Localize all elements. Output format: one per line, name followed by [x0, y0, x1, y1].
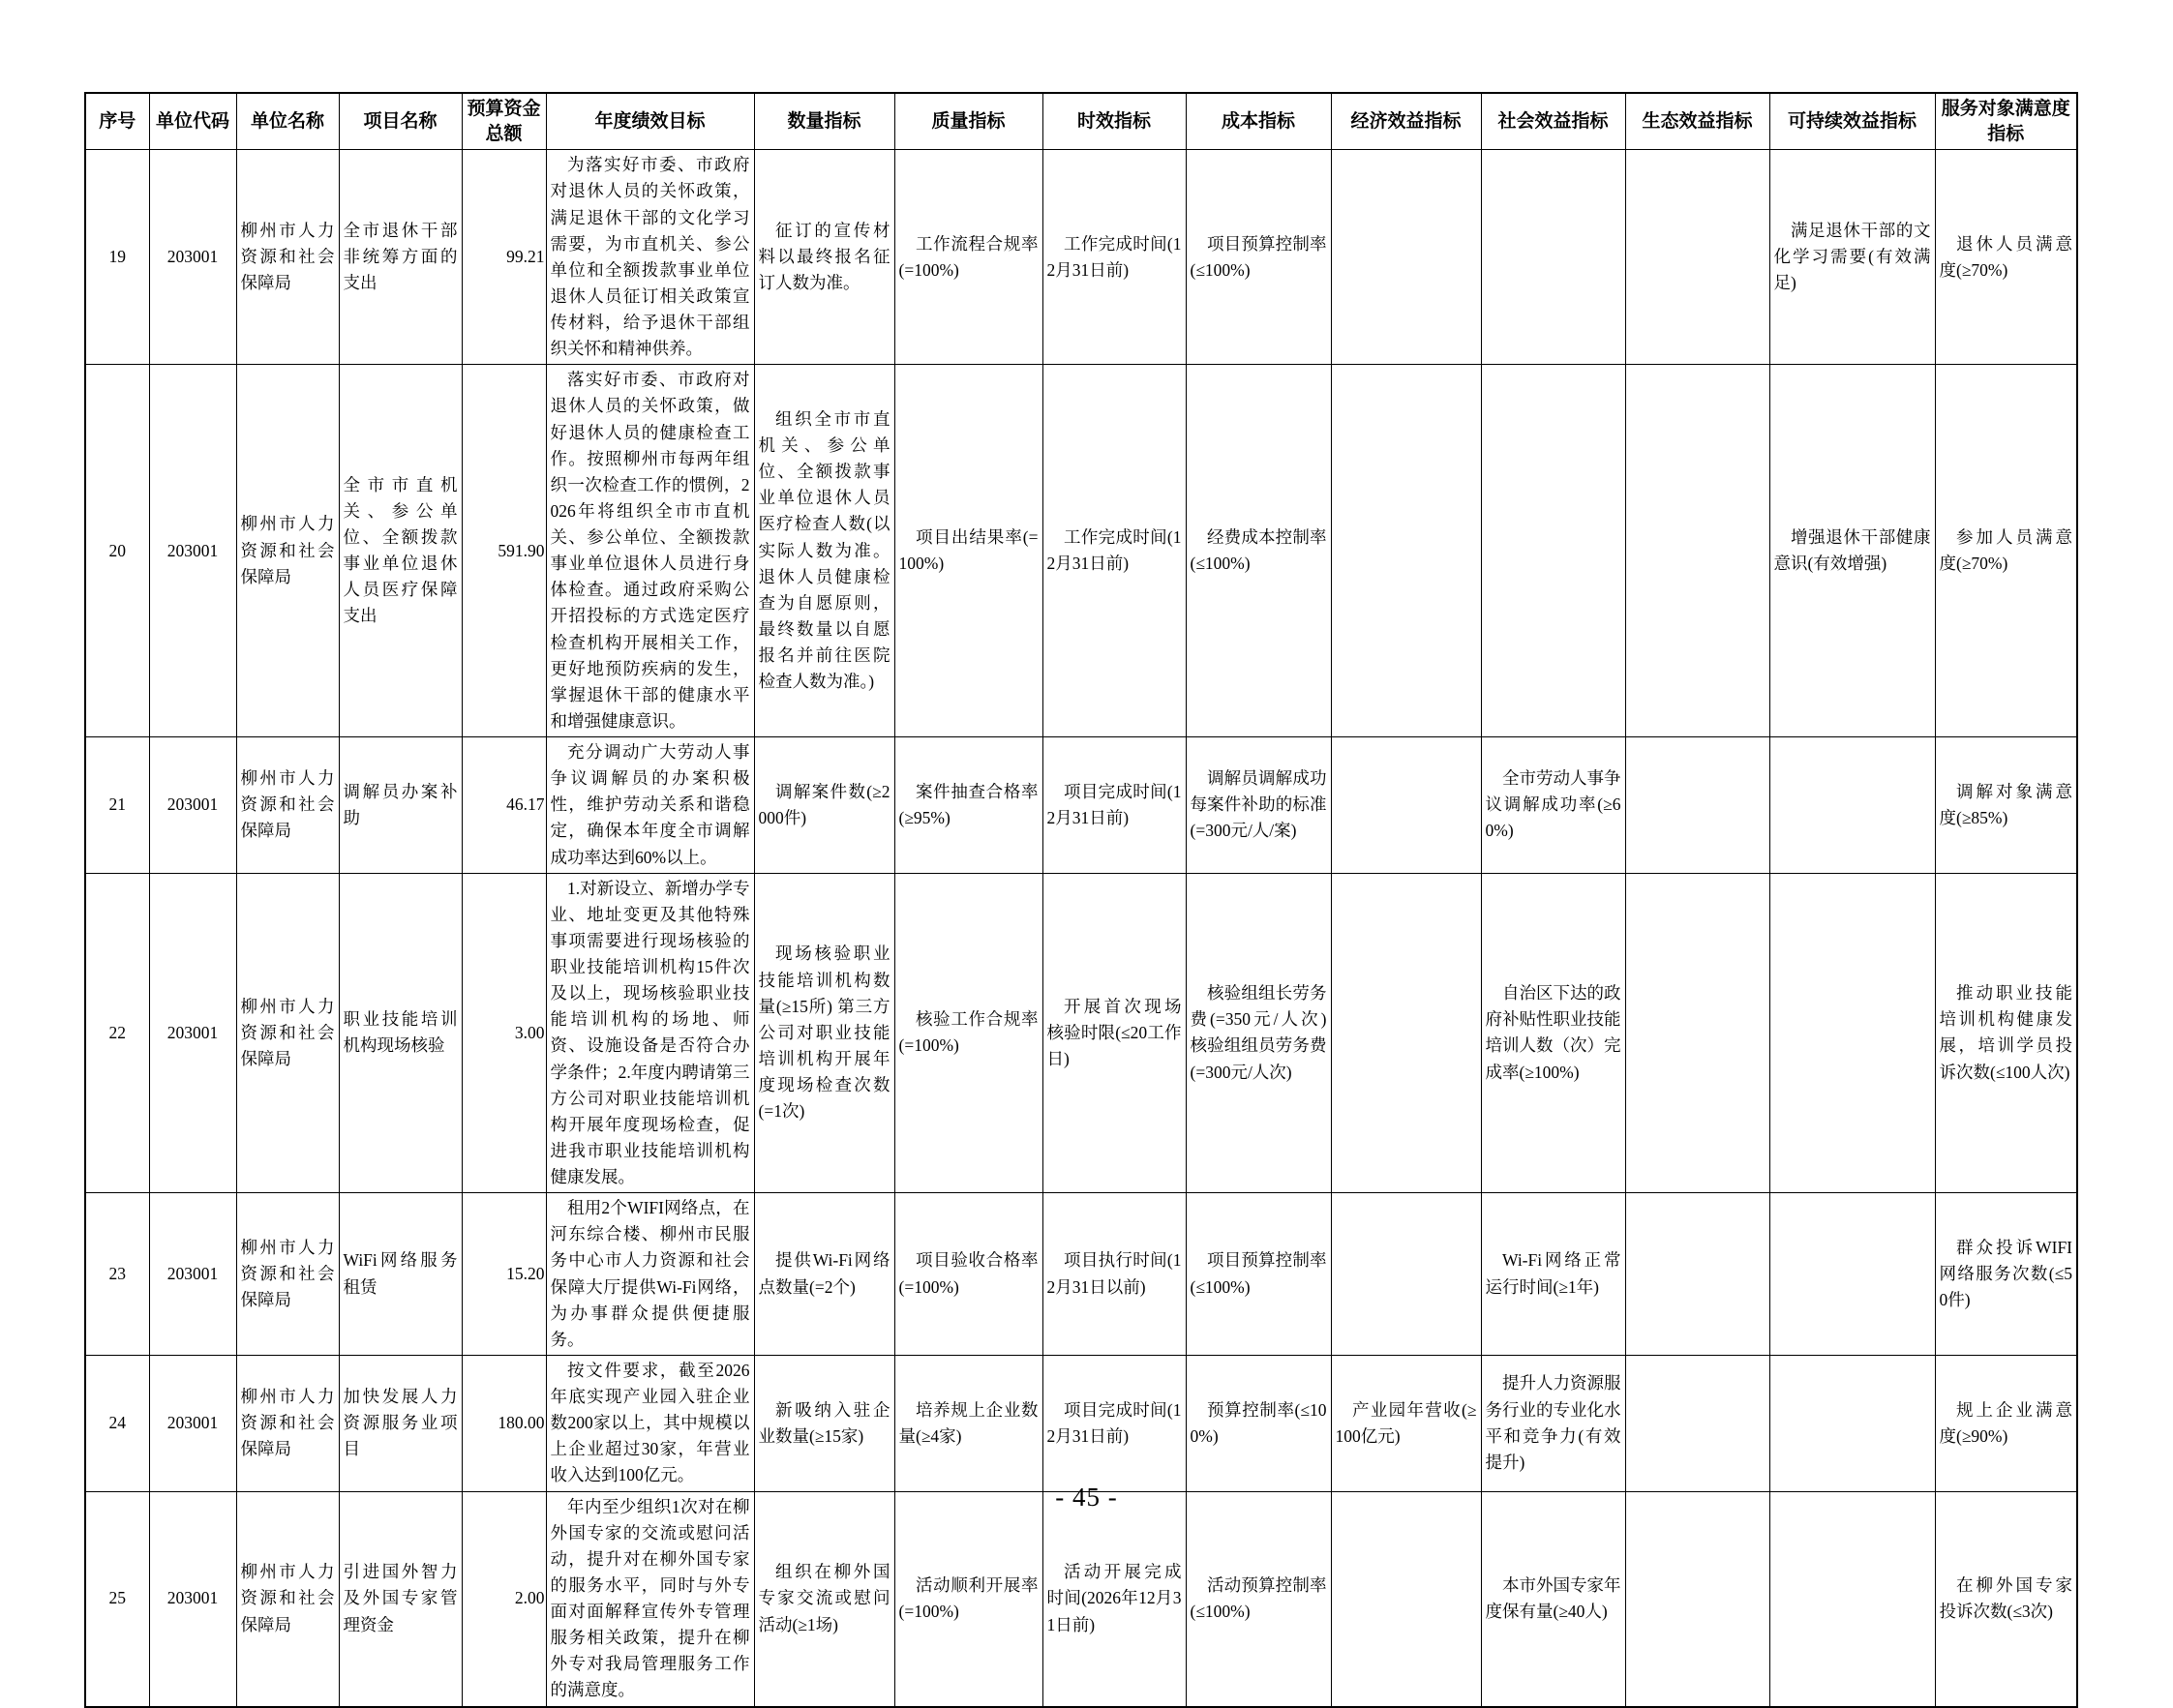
cell-timeliness: 工作完成时间(12月31日前) — [1042, 365, 1186, 737]
cell-sustainable — [1769, 1193, 1935, 1356]
cell-economic — [1331, 1193, 1481, 1356]
cell-ecological — [1625, 1355, 1769, 1491]
cell-project: WiFi网络服务租赁 — [339, 1193, 462, 1356]
cell-sustainable — [1769, 737, 1935, 874]
cell-quality: 项目验收合格率(=100%) — [894, 1193, 1042, 1356]
cell-satisfaction: 推动职业技能培训机构健康发展，培训学员投诉次数(≤100人次) — [1935, 873, 2077, 1193]
cell-economic — [1331, 365, 1481, 737]
cell-timeliness: 项目执行时间(12月31日以前) — [1042, 1193, 1186, 1356]
cell-quality: 项目出结果率(=100%) — [894, 365, 1042, 737]
cell-social — [1481, 150, 1625, 365]
cell-cost: 核验组组长劳务费(=350元/人次) 核验组组员劳务费(=300元/人次) — [1186, 873, 1331, 1193]
cell-unit-name: 柳州市人力资源和社会保障局 — [236, 1193, 339, 1356]
cell-quantity: 新吸纳入驻企业数量(≥15家) — [754, 1355, 894, 1491]
table-header-row — [85, 93, 2077, 150]
cell-ecological — [1625, 873, 1769, 1193]
cell-social — [1481, 365, 1625, 737]
cell-project: 全市退休干部非统筹方面的支出 — [339, 150, 462, 365]
cell-satisfaction: 参加人员满意度(≥70%) — [1935, 365, 2077, 737]
cell-satisfaction: 调解对象满意度(≥85%) — [1935, 737, 2077, 874]
cell-goal: 年内至少组织1次对在柳外国专家的交流或慰问活动，提升对在柳外国专家的服务水平，同时与外专面对面解释宣传外专管理服务相关政策，提升在柳外专对我局管理服务工作的满意度。 — [546, 1491, 754, 1707]
cell-quality: 工作流程合规率(=100%) — [894, 150, 1042, 365]
table-row — [85, 150, 2077, 365]
cell-unit-name: 柳州市人力资源和社会保障局 — [236, 1491, 339, 1707]
table-row — [85, 873, 2077, 1193]
cell-project: 引进国外智力及外国专家管理资金 — [339, 1491, 462, 1707]
cell-social: Wi-Fi网络正常运行时间(≥1年) — [1481, 1193, 1625, 1356]
cell-project: 全市市直机关、参公单位、全额拨款事业单位退休人员医疗保障支出 — [339, 365, 462, 737]
column-header-12: 社会效益指标 — [1481, 93, 1625, 150]
cell-social: 本市外国专家年度保有量(≥40人) — [1481, 1491, 1625, 1707]
cell-seq: 21 — [85, 737, 149, 874]
cell-timeliness: 工作完成时间(12月31日前) — [1042, 150, 1186, 365]
cell-ecological — [1625, 1193, 1769, 1356]
cell-quality: 培养规上企业数量(≥4家) — [894, 1355, 1042, 1491]
column-header-8: 质量指标 — [894, 93, 1042, 150]
cell-seq: 23 — [85, 1193, 149, 1356]
column-header-14: 可持续效益指标 — [1769, 93, 1935, 150]
column-header-5: 预算资金总额 — [462, 93, 546, 150]
cell-unit-code: 203001 — [149, 873, 236, 1193]
cell-seq: 22 — [85, 873, 149, 1193]
cell-goal: 按文件要求，截至2026年底实现产业园入驻企业数200家以上，其中规模以上企业超过30家，年营业收入达到100亿元。 — [546, 1355, 754, 1491]
cell-quantity: 组织全市市直机关、参公单位、全额拨款事业单位退休人员医疗检查人数(以实际人数为准。退休人员健康检查为自愿原则，最终数量以自愿报名并前往医院检查人数为准。) — [754, 365, 894, 737]
cell-quantity: 调解案件数(≥2000件) — [754, 737, 894, 874]
cell-economic — [1331, 150, 1481, 365]
cell-quality: 案件抽查合格率(≥95%) — [894, 737, 1042, 874]
cell-satisfaction: 退休人员满意度(≥70%) — [1935, 150, 2077, 365]
cell-social: 提升人力资源服务行业的专业化水平和竞争力(有效提升) — [1481, 1355, 1625, 1491]
cell-unit-code: 203001 — [149, 1491, 236, 1707]
cell-goal: 落实好市委、市政府对退休人员的关怀政策，做好退休人员的健康检查工作。按照柳州市每两年组织一次检查工作的惯例，2026年将组织全市市直机关、参公单位、全额拨款事业单位退休人员进行身体检查。通过政府采购公开招投标的方式选定医疗检查机构开展相关工作，更好地预防疾病的发生，掌握退休干部的健康水平和增强健康意识。 — [546, 365, 754, 737]
column-header-7: 数量指标 — [754, 93, 894, 150]
page-number: - 45 - — [1055, 1483, 1118, 1512]
column-header-9: 时效指标 — [1042, 93, 1186, 150]
cell-timeliness: 项目完成时间(12月31日前) — [1042, 1355, 1186, 1491]
cell-ecological — [1625, 1491, 1769, 1707]
cell-economic — [1331, 737, 1481, 874]
cell-social: 自治区下达的政府补贴性职业技能培训人数（次）完成率(≥100%) — [1481, 873, 1625, 1193]
cell-social: 全市劳动人事争议调解成功率(≥60%) — [1481, 737, 1625, 874]
cell-unit-code: 203001 — [149, 737, 236, 874]
table-row — [85, 1491, 2077, 1707]
cell-economic — [1331, 1491, 1481, 1707]
cell-economic — [1331, 873, 1481, 1193]
cell-goal: 租用2个WIFI网络点，在河东综合楼、柳州市民服务中心市人力资源和社会保障大厅提供Wi-Fi网络，为办事群众提供便捷服务。 — [546, 1193, 754, 1356]
table-row — [85, 737, 2077, 874]
cell-unit-name: 柳州市人力资源和社会保障局 — [236, 873, 339, 1193]
cell-unit-code: 203001 — [149, 1355, 236, 1491]
cell-satisfaction: 规上企业满意度(≥90%) — [1935, 1355, 2077, 1491]
cell-satisfaction: 在柳外国专家投诉次数(≤3次) — [1935, 1491, 2077, 1707]
cell-budget: 180.00 — [462, 1355, 546, 1491]
column-header-15: 服务对象满意度指标 — [1935, 93, 2077, 150]
cell-sustainable — [1769, 1355, 1935, 1491]
cell-project: 调解员办案补助 — [339, 737, 462, 874]
cell-ecological — [1625, 365, 1769, 737]
column-header-10: 成本指标 — [1186, 93, 1331, 150]
cell-unit-name: 柳州市人力资源和社会保障局 — [236, 737, 339, 874]
cell-seq: 19 — [85, 150, 149, 365]
cell-unit-code: 203001 — [149, 1193, 236, 1356]
cell-goal: 充分调动广大劳动人事争议调解员的办案积极性，维护劳动关系和谐稳定，确保本年度全市调解成功率达到60%以上。 — [546, 737, 754, 874]
column-header-3: 单位名称 — [236, 93, 339, 150]
cell-cost: 调解员调解成功每案件补助的标准(=300元/人/案) — [1186, 737, 1331, 874]
cell-seq: 20 — [85, 365, 149, 737]
column-header-4: 项目名称 — [339, 93, 462, 150]
cell-cost: 经费成本控制率(≤100%) — [1186, 365, 1331, 737]
cell-quality: 活动顺利开展率(=100%) — [894, 1491, 1042, 1707]
column-header-2: 单位代码 — [149, 93, 236, 150]
column-header-1: 序号 — [85, 93, 149, 150]
cell-budget: 15.20 — [462, 1193, 546, 1356]
cell-seq: 25 — [85, 1491, 149, 1707]
cell-unit-name: 柳州市人力资源和社会保障局 — [236, 365, 339, 737]
cell-cost: 项目预算控制率(≤100%) — [1186, 1193, 1331, 1356]
cell-sustainable — [1769, 873, 1935, 1193]
cell-timeliness: 活动开展完成时间(2026年12月31日前) — [1042, 1491, 1186, 1707]
cell-economic: 产业园年营收(≥100亿元) — [1331, 1355, 1481, 1491]
cell-unit-code: 203001 — [149, 365, 236, 737]
column-header-11: 经济效益指标 — [1331, 93, 1481, 150]
cell-budget: 46.17 — [462, 737, 546, 874]
column-header-6: 年度绩效目标 — [546, 93, 754, 150]
cell-timeliness: 项目完成时间(12月31日前) — [1042, 737, 1186, 874]
cell-quantity: 提供Wi-Fi网络点数量(=2个) — [754, 1193, 894, 1356]
table-row — [85, 365, 2077, 737]
table-body — [85, 150, 2077, 1707]
cell-satisfaction: 群众投诉WIFI网络服务次数(≤50件) — [1935, 1193, 2077, 1356]
cell-sustainable: 增强退休干部健康意识(有效增强) — [1769, 365, 1935, 737]
cell-project: 职业技能培训机构现场核验 — [339, 873, 462, 1193]
column-header-13: 生态效益指标 — [1625, 93, 1769, 150]
table-row — [85, 1193, 2077, 1356]
cell-budget: 3.00 — [462, 873, 546, 1193]
cell-quality: 核验工作合规率(=100%) — [894, 873, 1042, 1193]
cell-goal: 1.对新设立、新增办学专业、地址变更及其他特殊事项需要进行现场核验的职业技能培训机构15件次及以上，现场核验职业技能培训机构的场地、师资、设施设备是否符合办学条件；2.年度内聘请第三方公司对职业技能培训机构开展年度现场检查，促进我市职业技能培训机构健康发展。 — [546, 873, 754, 1193]
cell-budget: 591.90 — [462, 365, 546, 737]
cell-cost: 活动预算控制率(≤100%) — [1186, 1491, 1331, 1707]
cell-unit-name: 柳州市人力资源和社会保障局 — [236, 1355, 339, 1491]
cell-quantity: 征订的宣传材料以最终报名征订人数为准。 — [754, 150, 894, 365]
cell-ecological — [1625, 737, 1769, 874]
cell-budget: 99.21 — [462, 150, 546, 365]
cell-unit-code: 203001 — [149, 150, 236, 365]
cell-project: 加快发展人力资源服务业项目 — [339, 1355, 462, 1491]
cell-ecological — [1625, 150, 1769, 365]
cell-sustainable — [1769, 1491, 1935, 1707]
cell-budget: 2.00 — [462, 1491, 546, 1707]
cell-goal: 为落实好市委、市政府对退休人员的关怀政策，满足退休干部的文化学习需要，为市直机关、参公单位和全额拨款事业单位退休人员征订相关政策宣传材料，给予退休干部组织关怀和精神供养。 — [546, 150, 754, 365]
cell-cost: 项目预算控制率(≤100%) — [1186, 150, 1331, 365]
cell-quantity: 现场核验职业技能培训机构数量(≥15所) 第三方公司对职业技能培训机构开展年度现场检查次数(=1次) — [754, 873, 894, 1193]
cell-sustainable: 满足退休干部的文化学习需要(有效满足) — [1769, 150, 1935, 365]
cell-timeliness: 开展首次现场核验时限(≤20工作日) — [1042, 873, 1186, 1193]
performance-table — [84, 92, 2078, 1708]
table-row — [85, 1355, 2077, 1491]
cell-cost: 预算控制率(≤100%) — [1186, 1355, 1331, 1491]
cell-seq: 24 — [85, 1355, 149, 1491]
cell-unit-name: 柳州市人力资源和社会保障局 — [236, 150, 339, 365]
cell-quantity: 组织在柳外国专家交流或慰问活动(≥1场) — [754, 1491, 894, 1707]
